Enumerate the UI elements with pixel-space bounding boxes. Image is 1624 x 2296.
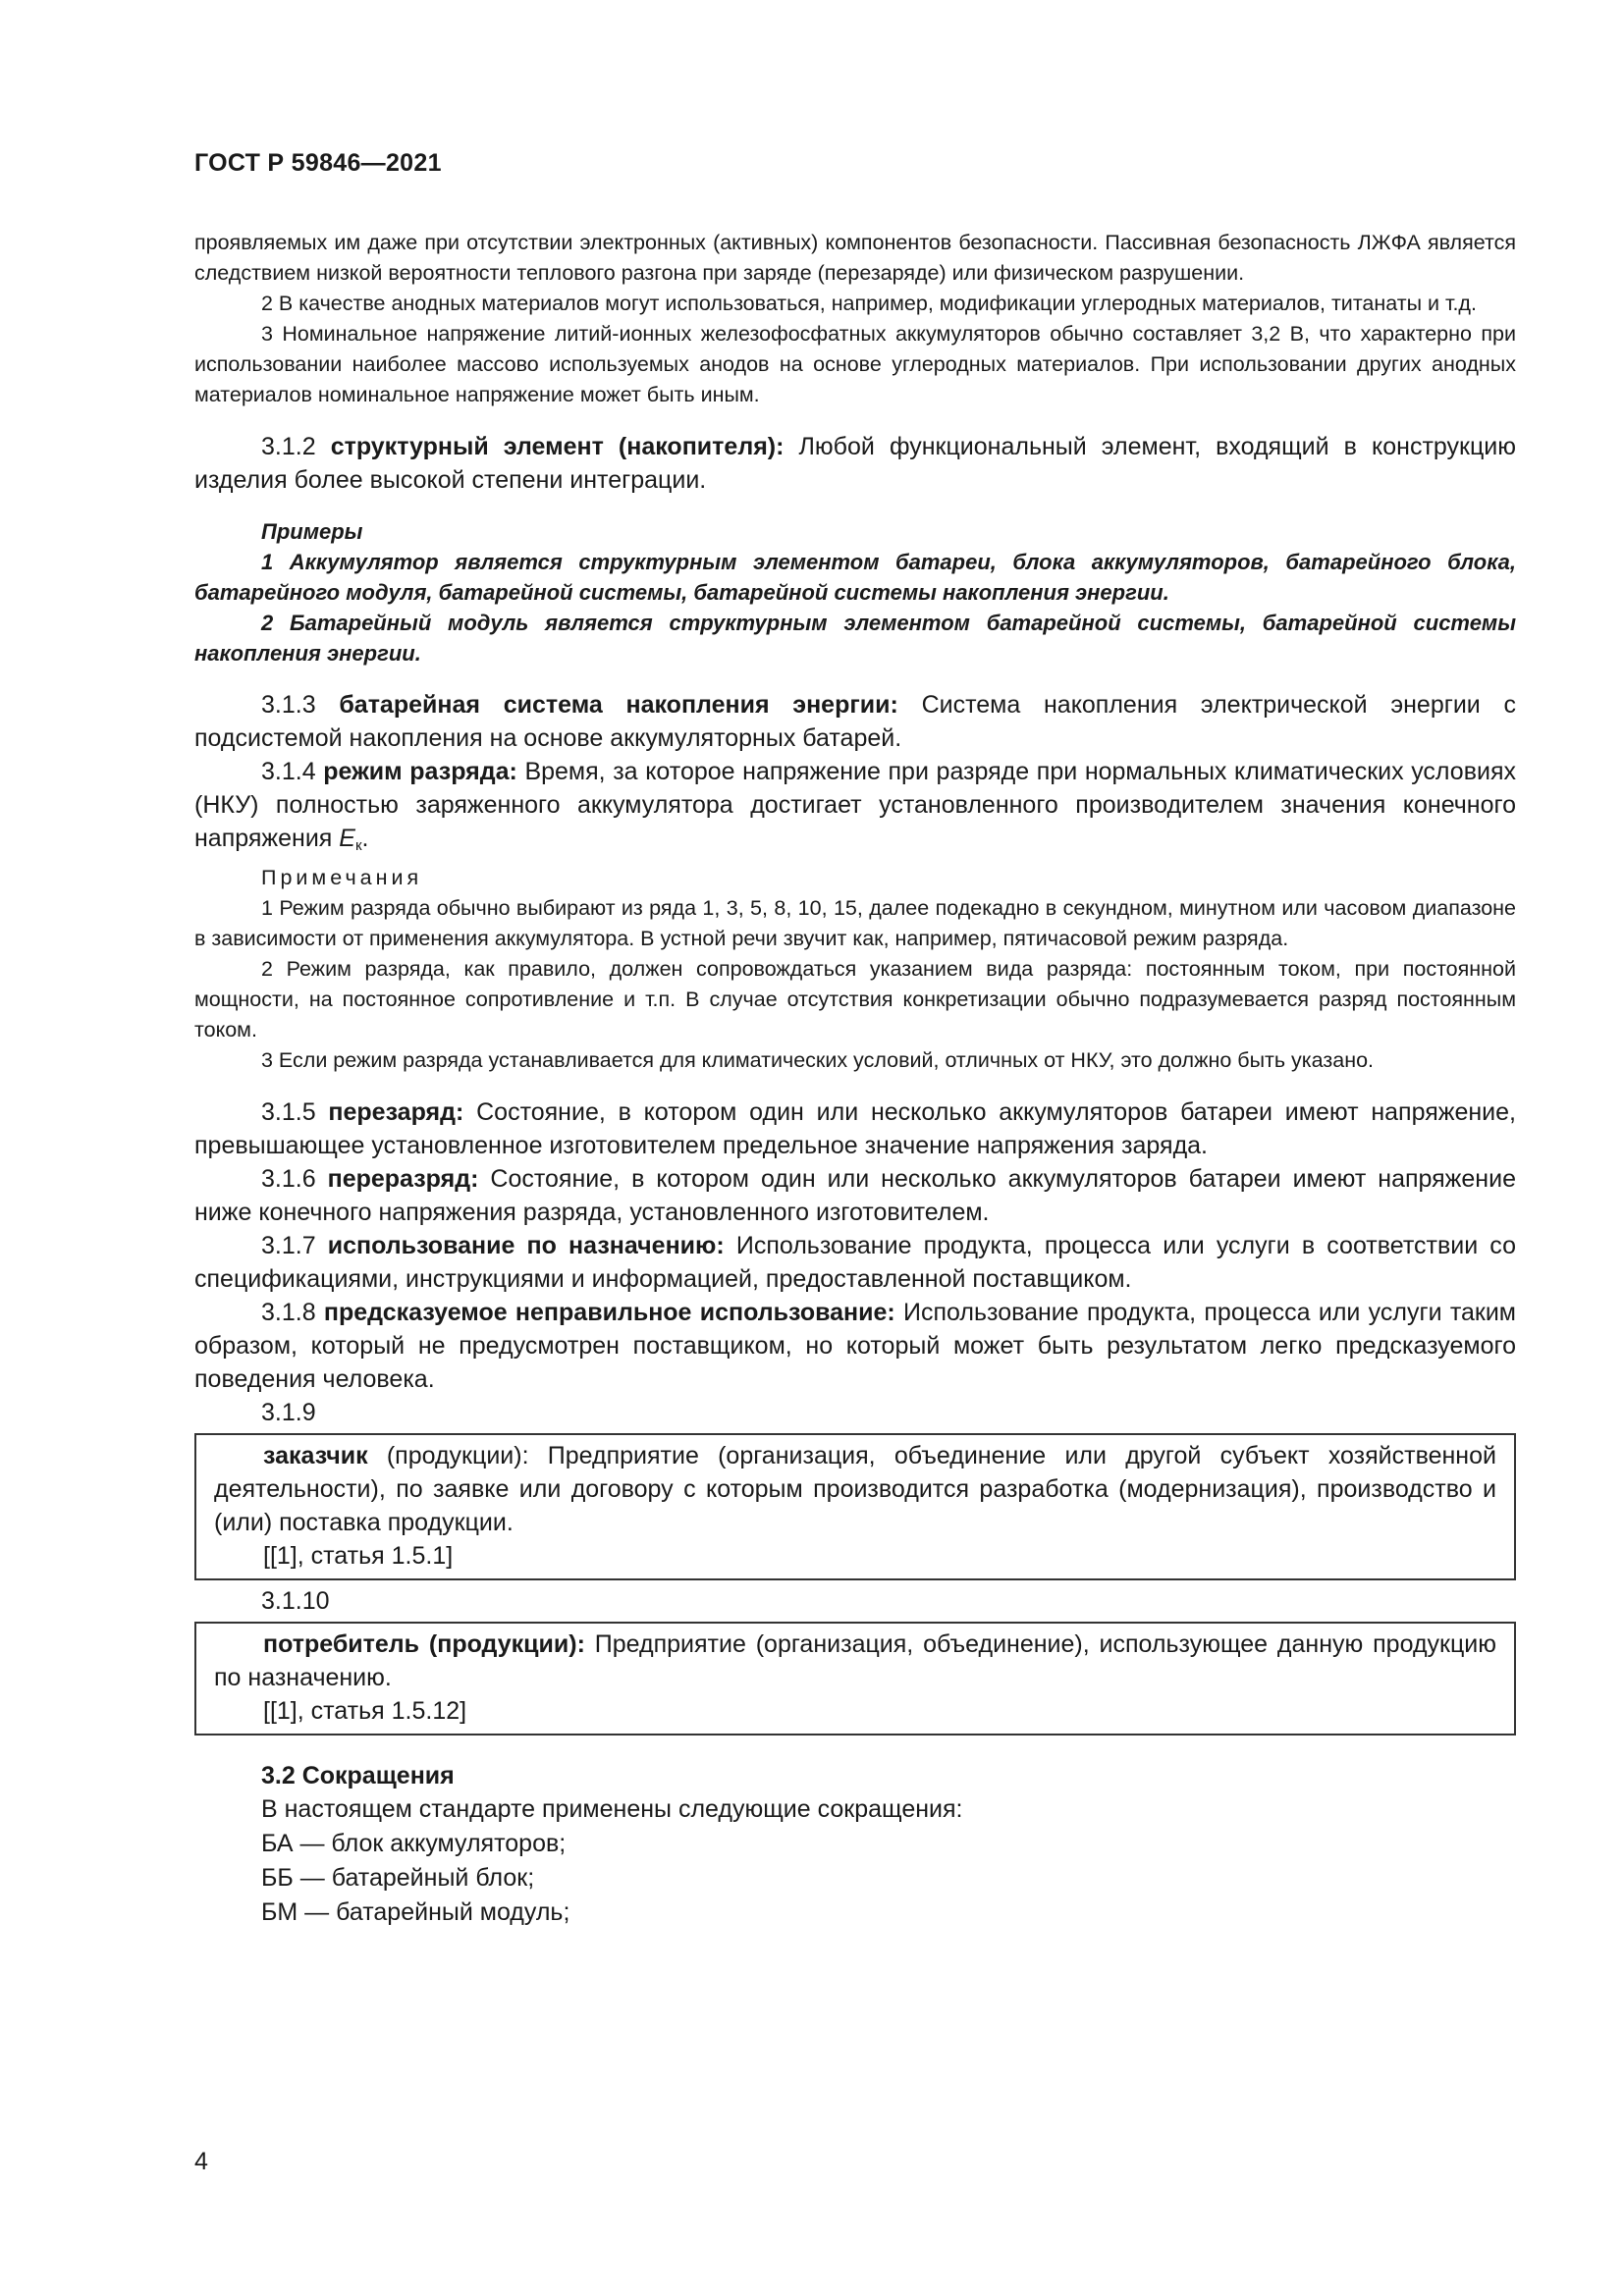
- example-2: 2 Батарейный модуль является структурным элементом батарейной системы, батарейной системы накопления энергии.: [194, 611, 1516, 666]
- term-3-1-5: 3.1.5 перезаряд: Состояние, в котором один или несколько аккумуляторов батареи имеют напряжение, превышающее установленное изготовителем предельное значение напряжения заряда.: [194, 1098, 1516, 1159]
- examples-title: Примеры: [261, 519, 363, 544]
- term-3-1-6: 3.1.6 переразряд: Состояние, в котором один или несколько аккумуляторов батареи имеют напряжение ниже конечного напряжения разряда, установленного изготовителем.: [194, 1165, 1516, 1226]
- document-body: [194, 228, 1516, 1930]
- abbreviation-ba: БА — блок аккумуляторов;: [261, 1830, 567, 1857]
- note-314-3: 3 Если режим разряда устанавливается для климатических условий, отличных от НКУ, это должно быть указано.: [261, 1048, 1375, 1072]
- term-3-1-9-number: 3.1.9: [261, 1399, 316, 1426]
- note-314-1: 1 Режим разряда обычно выбирают из ряда 1, 3, 5, 8, 10, 15, далее подекадно в секундном, минутном или часовом диапазоне в зависимости от применения аккумулятора. В устной речи звучит как, например, пятичасовой режим разряда.: [194, 896, 1516, 950]
- section-heading-3-2: 3.2 Сокращения: [261, 1762, 455, 1789]
- abbreviation-bm: БМ — батарейный модуль;: [261, 1898, 570, 1926]
- term-3-1-7: 3.1.7 использование по назначению: Использование продукта, процесса или услуги в соответствии со спецификациями, инструкциями и информацией, предоставленной поставщиком.: [194, 1232, 1516, 1293]
- term-3-1-4: 3.1.4 режим разряда: Время, за которое напряжение при разряде при нормальных климатических условиях (НКУ) полностью заряженного аккумулятора достигает установленного производителем значения конечного напряжения $E_к$.: [194, 758, 1516, 854]
- term-3-1-2: 3.1.2 структурный элемент (накопителя): Любой функциональный элемент, входящий в конструкцию изделия более высокой степени интеграции.: [194, 433, 1516, 494]
- document-header: ГОСТ Р 59846—2021: [194, 149, 442, 177]
- term-3-1-10-definition: потребитель (продукции): Предприятие (организация, объединение), использующее данную продукцию по назначению.: [214, 1630, 1496, 1691]
- notes-title: Примечания: [261, 866, 423, 889]
- term-3-1-9-definition: заказчик (продукции): Предприятие (организация, объединение или другой субъект хозяйственной деятельности), по заявке или договору с которым производится разработка (модернизация), производство и (или) поставка продукции.: [214, 1442, 1496, 1536]
- page-number: 4: [194, 2148, 208, 2175]
- abbreviations-intro: В настоящем стандарте применены следующие сокращения:: [261, 1795, 963, 1823]
- note-continuation: проявляемых им даже при отсутствии электронных (активных) компонентов безопасности. Пассивная безопасность ЛЖФА является следствием низкой вероятности теплового разгона при заряде (перезаряде) или физическом разрушении.: [194, 231, 1516, 285]
- note-314-2: 2 Режим разряда, как правило, должен сопровождаться указанием вида разряда: постоянным током, при постоянной мощности, на постоянное сопротивление и т.п. В случае отсутствия конкретизации обычно подразумевается разряд постоянным током.: [194, 957, 1516, 1041]
- term-3-1-3: 3.1.3 батарейная система накопления энергии: Система накопления электрической энергии с подсистемой накопления на основе аккумуляторных батарей.: [194, 691, 1516, 752]
- note-2: 2 В качестве анодных материалов могут использоваться, например, модификации углеродных материалов, титанаты и т.д.: [261, 292, 1477, 315]
- abbreviation-bb: ББ — батарейный блок;: [261, 1864, 535, 1892]
- note-3: 3 Номинальное напряжение литий-ионных железофосфатных аккумуляторов обычно составляет 3,2 В, что характерно при использовании наиболее массово используемых анодов на основе углеродных материалов. При использовании других анодных материалов номинальное напряжение может быть иным.: [194, 322, 1516, 406]
- term-3-1-8: 3.1.8 предсказуемое неправильное использование: Использование продукта, процесса или услуги таким образом, который не предусмотрен поставщиком, но который может быть результатом легко предсказуемого поведения человека.: [194, 1299, 1516, 1393]
- term-3-1-10-box: [194, 1622, 1516, 1735]
- term-3-1-9-reference: [[1], статья 1.5.1]: [263, 1542, 454, 1570]
- term-3-1-10-reference: [[1], статья 1.5.12]: [263, 1697, 467, 1725]
- example-1: 1 Аккумулятор является структурным элементом батареи, блока аккумуляторов, батарейного блока, батарейного модуля, батарейной системы, батарейной системы накопления энергии.: [194, 550, 1516, 605]
- term-3-1-9-box: [194, 1433, 1516, 1580]
- term-3-1-10-number: 3.1.10: [261, 1587, 330, 1615]
